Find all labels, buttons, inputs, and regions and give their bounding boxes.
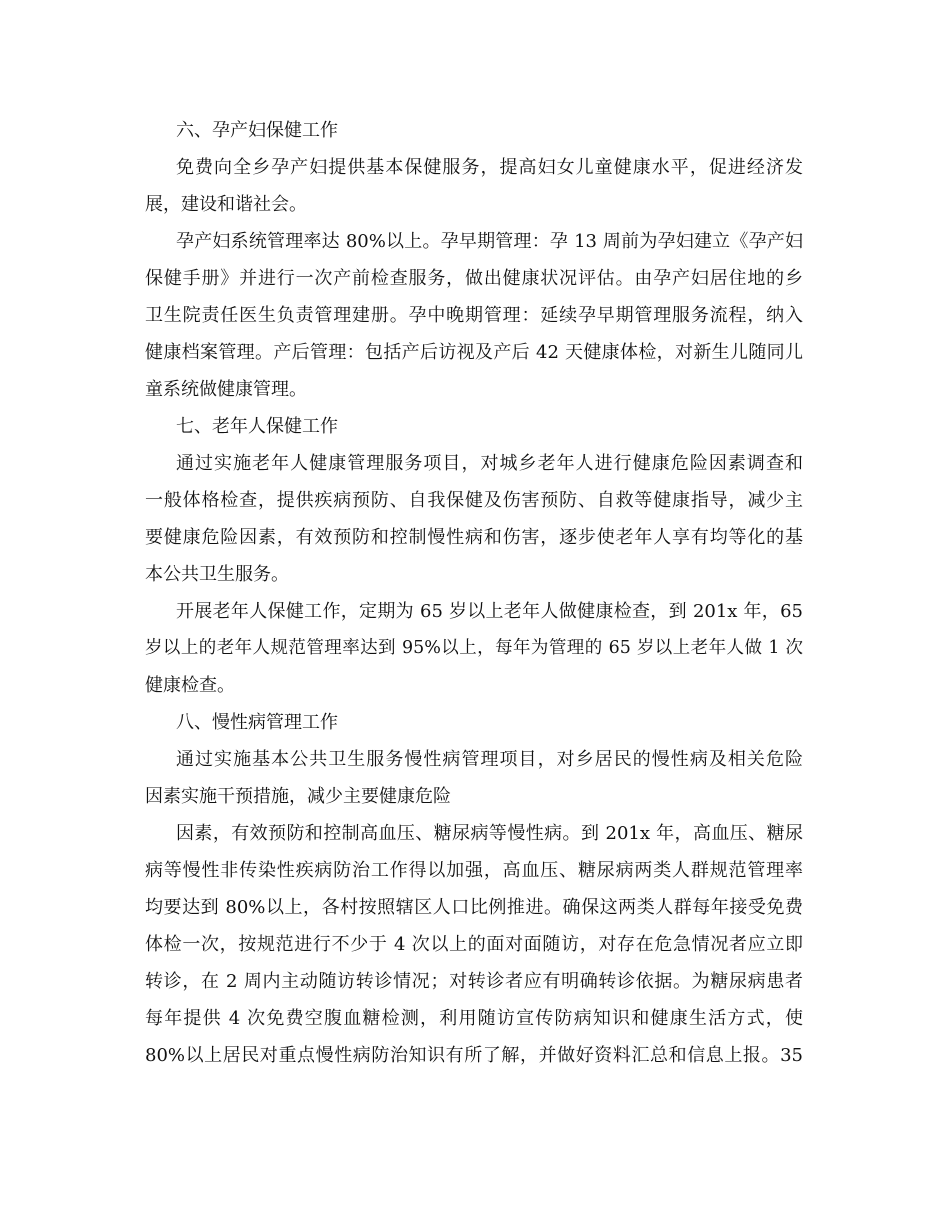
- paragraph-line: 本公共卫生服务。: [145, 564, 289, 585]
- paragraph-line: 要健康危险因素，有效预防和控制慢性病和伤害，逐步使老年人享有均等化的基: [145, 527, 803, 548]
- paragraph-line: 开展老年人保健工作，定期为 65 岁以上老年人做健康检查，到 201x 年，65: [176, 601, 803, 622]
- paragraph-line: 展，建设和谐社会。: [145, 194, 307, 215]
- paragraph-line: 健康检查。: [145, 675, 235, 696]
- paragraph-line: 转诊，在 2 周内主动随访转诊情况；对转诊者应有明确转诊依据。为糖尿病患者: [145, 971, 803, 992]
- paragraph-line: 卫生院责任医生负责管理建册。孕中晚期管理：延续孕早期管理服务流程，纳入: [145, 305, 803, 326]
- paragraph-line: 因素实施干预措施，减少主要健康危险: [145, 786, 451, 807]
- section-heading-7: 七、老年人保健工作: [176, 416, 338, 437]
- section-heading-6: 六、孕产妇保健工作: [176, 120, 338, 141]
- paragraph-line: 童系统做健康管理。: [145, 379, 307, 400]
- paragraph-line: 每年提供 4 次免费空腹血糖检测，利用随访宣传防病知识和健康生活方式，使: [145, 1008, 803, 1029]
- paragraph-line: 免费向全乡孕产妇提供基本保健服务，提高妇女儿童健康水平，促进经济发: [176, 157, 803, 178]
- section-heading-8: 八、慢性病管理工作: [176, 712, 338, 733]
- paragraph-line: 一般体格检查，提供疾病预防、自我保健及伤害预防、自救等健康指导，减少主: [145, 490, 803, 511]
- paragraph-line: 因素，有效预防和控制高血压、糖尿病等慢性病。到 201x 年，高血压、糖尿: [176, 823, 803, 844]
- paragraph-line: 80%以上居民对重点慢性病防治知识有所了解，并做好资料汇总和信息上报。35: [145, 1045, 803, 1066]
- paragraph-line: 体检一次，按规范进行不少于 4 次以上的面对面随访，对存在危急情况者应立即: [145, 934, 803, 955]
- paragraph-line: 岁以上的老年人规范管理率达到 95%以上，每年为管理的 65 岁以上老年人做 1 次: [145, 638, 803, 658]
- paragraph-line: 均要达到 80%以上，各村按照辖区人口比例推进。确保这两类人群每年接受免费: [145, 897, 803, 918]
- paragraph-line: 健康档案管理。产后管理：包括产后访视及产后 42 天健康体检，对新生儿随同儿: [145, 342, 803, 363]
- document-body: [145, 112, 803, 1074]
- paragraph-line: 通过实施基本公共卫生服务慢性病管理项目，对乡居民的慢性病及相关危险: [176, 749, 803, 770]
- paragraph-line: 通过实施老年人健康管理服务项目，对城乡老年人进行健康危险因素调查和: [176, 453, 803, 474]
- paragraph-line: 病等慢性非传染性疾病防治工作得以加强，高血压、糖尿病两类人群规范管理率: [145, 860, 803, 881]
- paragraph-line: 保健手册》并进行一次产前检查服务，做出健康状况评估。由孕产妇居住地的乡: [145, 268, 803, 289]
- paragraph-line: 孕产妇系统管理率达 80%以上。孕早期管理：孕 13 周前为孕妇建立《孕产妇: [176, 231, 803, 252]
